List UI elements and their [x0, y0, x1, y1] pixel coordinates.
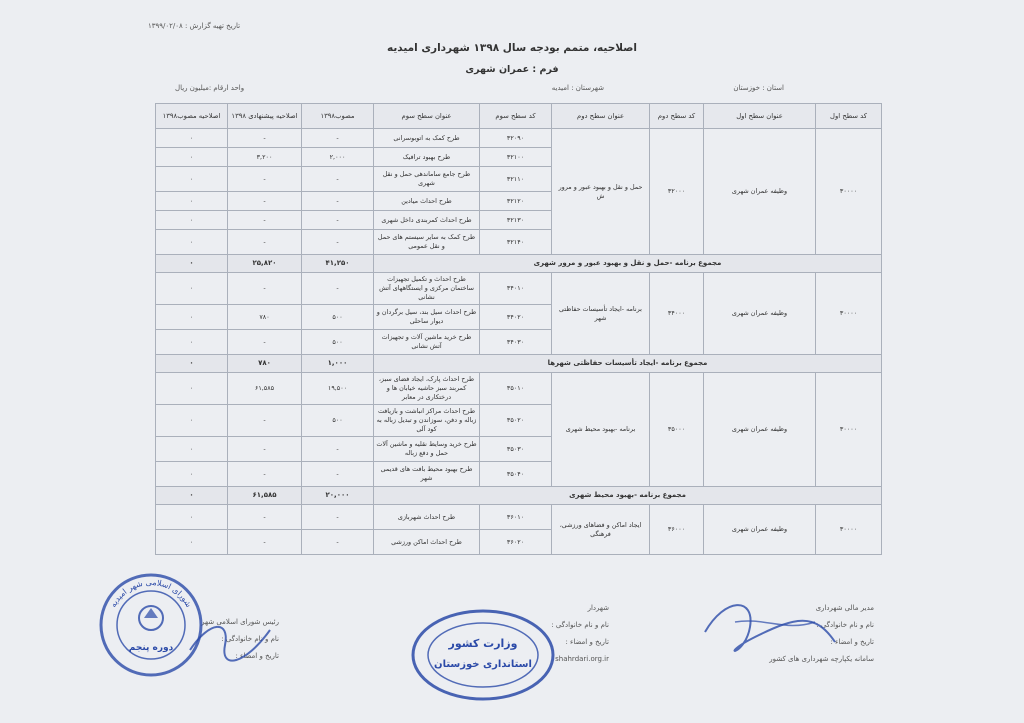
level3-title: طرح احداث کمربندی داخل شهری: [374, 211, 480, 230]
approved-value: -: [302, 211, 374, 230]
level3-title: طرح کمک به سایر سیستم های حمل و نقل عمومی: [374, 230, 480, 255]
approved-value: ۵۰۰: [302, 305, 374, 330]
print-date: [148, 22, 240, 30]
sum-proposed: ۷۸۰: [228, 355, 302, 373]
col-header: کد سطح اول: [816, 104, 882, 129]
finance-signature: [695, 592, 845, 662]
final-value: ۰: [156, 192, 228, 211]
sum-label: مجموع برنامه -ایجاد تأسیسات حفاظتی شهرها: [374, 355, 882, 373]
level3-title: طرح جامع ساماندهی حمل و نقل شهری: [374, 167, 480, 192]
unit-label: واحد ارقام :میلیون ریال: [175, 84, 245, 92]
level3-title: طرح احداث سیل بند، سیل برگردان و دیوار ساحلی: [374, 305, 480, 330]
sum-approved: ۲۰,۰۰۰: [302, 487, 374, 505]
level3-code: ۳۶۰۱۰: [480, 505, 552, 530]
final-value: ۰: [156, 230, 228, 255]
level3-title: طرح کمک به اتوبوسرانی: [374, 129, 480, 148]
proposed-value: -: [228, 437, 302, 462]
approved-value: -: [302, 462, 374, 487]
council-signature: [185, 610, 275, 670]
col-header: عنوان سطح اول: [704, 104, 816, 129]
level2-title: حمل و نقل و بهبود عبور و مرور ش: [552, 129, 650, 255]
col-header: اصلاحیه مصوب۱۳۹۸: [156, 104, 228, 129]
col-header: اصلاحیه پیشنهادی ۱۳۹۸: [228, 104, 302, 129]
sum-approved: ۱,۰۰۰: [302, 355, 374, 373]
approved-value: ۵۰۰: [302, 405, 374, 437]
approved-value: -: [302, 505, 374, 530]
ministry-stamp-subtext: استانداری خوزستان: [434, 659, 532, 670]
sum-final: ۰: [156, 255, 228, 273]
final-value: ۰: [156, 437, 228, 462]
level1-title: وظیفه عمران شهری: [704, 273, 816, 355]
proposed-value: -: [228, 211, 302, 230]
level3-title: طرح احداث میادین: [374, 192, 480, 211]
table-row: [156, 273, 882, 305]
final-value: ۰: [156, 373, 228, 405]
level2-title: برنامه -ایجاد تأسیسات حفاظتی شهر: [552, 273, 650, 355]
final-value: ۰: [156, 148, 228, 167]
level1-title: وظیفه عمران شهری: [704, 129, 816, 255]
finance-system-label: سامانه یکپارچه شهرداری های کشور: [769, 655, 874, 663]
proposed-value: -: [228, 273, 302, 305]
mayor-name-label: نام و نام خانوادگی :: [551, 621, 609, 629]
level3-code: ۳۵۰۳۰: [480, 437, 552, 462]
level3-title: طرح بهبود ترافیک: [374, 148, 480, 167]
level3-title: طرح احداث پارک، ایجاد فضای سبز، کمربند سبز حاشیه خیابان ها و درختکاری در معابر: [374, 373, 480, 405]
level3-title: طرح بهبود محیط بافت های قدیمی شهر: [374, 462, 480, 487]
final-value: ۰: [156, 305, 228, 330]
program-sum-row: [156, 487, 882, 505]
sum-proposed: ۲۵,۸۲۰: [228, 255, 302, 273]
level1-code: ۳۰۰۰۰: [816, 273, 882, 355]
sum-proposed: ۶۱,۵۸۵: [228, 487, 302, 505]
level3-title: طرح احداث اماکن ورزشی: [374, 530, 480, 555]
finance-name-label: نام و نام خانوادگی :: [816, 621, 874, 629]
level3-title: طرح احداث و تکمیل تجهیزات ساختمان مرکزی و ایستگاههای آتش نشانی: [374, 273, 480, 305]
proposed-value: -: [228, 129, 302, 148]
province-label: استان : خوزستان: [733, 84, 784, 92]
program-sum-row: [156, 255, 882, 273]
approved-value: ۵۰۰: [302, 330, 374, 355]
level3-title: طرح خرید وسایط نقلیه و ماشین آلات حمل و دفع زباله: [374, 437, 480, 462]
final-value: ۰: [156, 129, 228, 148]
level3-code: ۳۵۰۲۰: [480, 405, 552, 437]
level1-code: ۳۰۰۰۰: [816, 129, 882, 255]
level2-title: برنامه -بهبود محیط شهری: [552, 373, 650, 487]
final-value: ۰: [156, 530, 228, 555]
table-row: [156, 505, 882, 530]
level3-code: ۳۲۱۰۰: [480, 148, 552, 167]
level1-code: ۳۰۰۰۰: [816, 505, 882, 555]
approved-value: -: [302, 437, 374, 462]
level3-code: ۳۴۰۱۰: [480, 273, 552, 305]
level3-code: ۳۴۰۳۰: [480, 330, 552, 355]
col-header: عنوان سطح سوم: [374, 104, 480, 129]
proposed-value: -: [228, 405, 302, 437]
final-value: ۰: [156, 211, 228, 230]
final-value: ۰: [156, 330, 228, 355]
proposed-value: -: [228, 505, 302, 530]
document-title: اصلاحیه، متمم بودجه سال ۱۳۹۸ شهرداری امیدیه: [386, 42, 637, 54]
proposed-value: -: [228, 167, 302, 192]
level3-code: ۳۲۱۱۰: [480, 167, 552, 192]
level2-title: ایجاد اماکن و فضاهای ورزشی، فرهنگی: [552, 505, 650, 555]
level3-code: ۳۵۰۱۰: [480, 373, 552, 405]
col-header: کد سطح دوم: [650, 104, 704, 129]
level3-title: طرح احداث شهربازی: [374, 505, 480, 530]
table-header-row: [156, 104, 882, 129]
level1-code: ۳۰۰۰۰: [816, 373, 882, 487]
level3-code: ۳۲۰۹۰: [480, 129, 552, 148]
level1-title: وظیفه عمران شهری: [704, 505, 816, 555]
sum-final: ۰: [156, 487, 228, 505]
mayor-sign-label: تاریخ و امضاء :: [565, 638, 609, 646]
sum-approved: ۴۱,۲۵۰: [302, 255, 374, 273]
proposed-value: -: [228, 462, 302, 487]
budget-table: [155, 103, 882, 555]
council-sign-label: تاریخ و امضاء :: [235, 652, 279, 660]
form-label: فرم : عمران شهری: [465, 64, 559, 75]
council-stamp-subtext: دوره پنجم: [128, 643, 174, 653]
finance-sign-label: تاریخ و امضاء :: [830, 638, 874, 646]
approved-value: -: [302, 273, 374, 305]
level3-title: طرح احداث مراکز انباشت و بازیافت زباله و دفن، سوزاندن و تبدیل زباله به کود آلی: [374, 405, 480, 437]
level2-code: ۳۴۰۰۰: [650, 273, 704, 355]
council-name-label: نام و نام خانوادگی :: [221, 635, 279, 643]
table-row: [156, 129, 882, 148]
sum-label: مجموع برنامه -حمل و نقل و بهبود عبور و مرور شهری: [374, 255, 882, 273]
level3-code: ۳۲۱۲۰: [480, 192, 552, 211]
proposed-value: ۳,۲۰۰: [228, 148, 302, 167]
level1-title: وظیفه عمران شهری: [704, 373, 816, 487]
sum-label: مجموع برنامه -بهبود محیط شهری: [374, 487, 882, 505]
level2-code: ۳۵۰۰۰: [650, 373, 704, 487]
final-value: ۰: [156, 273, 228, 305]
council-stamp-text: شورای اسلامی شهر امیدیه: [108, 577, 194, 609]
approved-value: -: [302, 192, 374, 211]
col-header: کد سطح سوم: [480, 104, 552, 129]
ministry-stamp-text: وزارت کشور: [448, 637, 518, 650]
proposed-value: -: [228, 330, 302, 355]
sum-final: ۰: [156, 355, 228, 373]
col-header: مصوب۱۳۹۸: [302, 104, 374, 129]
final-value: ۰: [156, 505, 228, 530]
program-sum-row: [156, 355, 882, 373]
approved-value: ۱۹,۵۰۰: [302, 373, 374, 405]
proposed-value: ۷۸۰: [228, 305, 302, 330]
print-date-label: تاریخ تهیه گزارش :: [185, 22, 241, 30]
level3-code: ۳۵۰۴۰: [480, 462, 552, 487]
proposed-value: -: [228, 230, 302, 255]
approved-value: -: [302, 230, 374, 255]
final-value: ۰: [156, 167, 228, 192]
level3-code: ۳۲۱۳۰: [480, 211, 552, 230]
approved-value: -: [302, 167, 374, 192]
level2-code: ۳۲۰۰۰: [650, 129, 704, 255]
level3-title: طرح خرید ماشین آلات و تجهیزات آتش نشانی: [374, 330, 480, 355]
level3-code: ۳۶۰۲۰: [480, 530, 552, 555]
print-date-value: ۱۳۹۹/۰۲/۰۸: [148, 22, 183, 30]
ministry-stamp: [408, 605, 558, 705]
council-title: رئیس شورای اسلامی شهر: [201, 618, 279, 626]
finance-title: مدیر مالی شهرداری: [815, 604, 874, 612]
final-value: ۰: [156, 462, 228, 487]
approved-value: ۲,۰۰۰: [302, 148, 374, 167]
proposed-value: -: [228, 192, 302, 211]
approved-value: -: [302, 530, 374, 555]
city-label: شهرستان : امیدیه: [551, 84, 604, 92]
level3-code: ۳۲۱۴۰: [480, 230, 552, 255]
level2-code: ۳۶۰۰۰: [650, 505, 704, 555]
approved-value: -: [302, 129, 374, 148]
col-header: عنوان سطح دوم: [552, 104, 650, 129]
proposed-value: -: [228, 530, 302, 555]
level3-code: ۳۴۰۲۰: [480, 305, 552, 330]
mayor-site-label: shahrdari.org.ir: [555, 655, 609, 663]
final-value: ۰: [156, 405, 228, 437]
mayor-title: شهردار: [587, 604, 609, 612]
proposed-value: ۶۱,۵۸۵: [228, 373, 302, 405]
table-row: [156, 373, 882, 405]
